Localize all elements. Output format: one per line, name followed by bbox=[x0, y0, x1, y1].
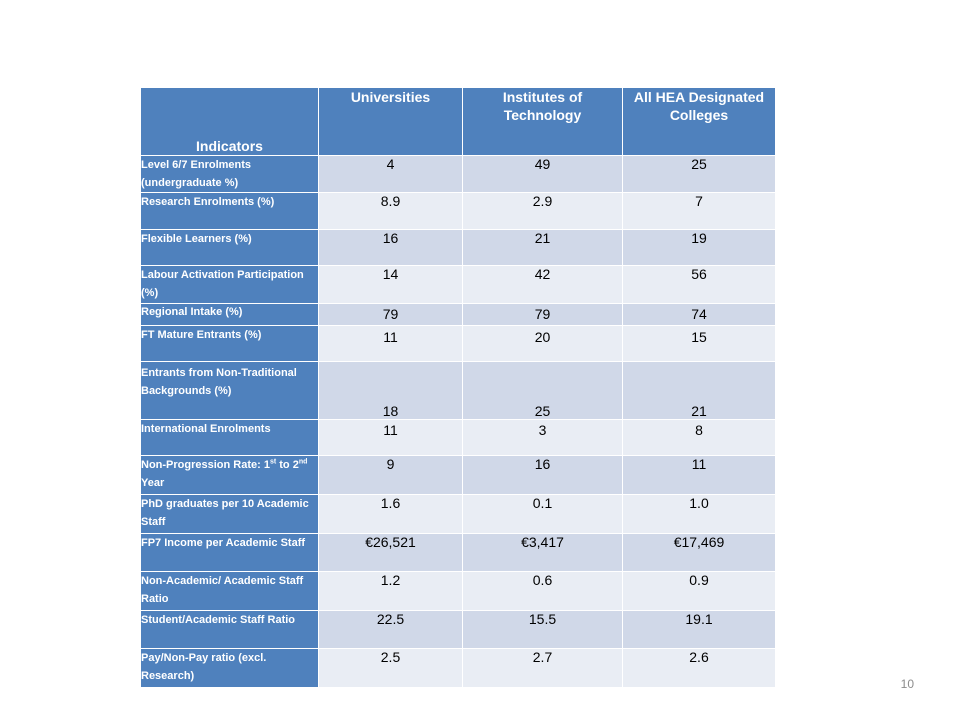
table-row bbox=[141, 456, 776, 495]
cell-institutes: 15.5 bbox=[463, 611, 623, 649]
header-institutes-of-technology: Institutes of Technology bbox=[463, 88, 623, 156]
cell-universities: 11 bbox=[319, 420, 463, 456]
cell-all-hea: 19 bbox=[623, 230, 776, 266]
cell-universities: 9 bbox=[319, 456, 463, 495]
cell-all-hea: 0.9 bbox=[623, 572, 776, 611]
cell-universities: 8.9 bbox=[319, 193, 463, 230]
table-row bbox=[141, 649, 776, 688]
cell-all-hea: 2.6 bbox=[623, 649, 776, 688]
cell-universities: 18 bbox=[319, 362, 463, 420]
cell-all-hea: 8 bbox=[623, 420, 776, 456]
table-row bbox=[141, 572, 776, 611]
cell-institutes: 16 bbox=[463, 456, 623, 495]
indicators-table bbox=[140, 87, 776, 688]
row-indicator: Labour Activation Participation (%) bbox=[141, 266, 319, 304]
row-indicator: Pay/Non-Pay ratio (excl. Research) bbox=[141, 649, 319, 688]
cell-institutes: 0.1 bbox=[463, 495, 623, 534]
table-row bbox=[141, 193, 776, 230]
table-row bbox=[141, 326, 776, 362]
table-header-row bbox=[141, 88, 776, 156]
cell-universities: 79 bbox=[319, 304, 463, 326]
cell-universities: 1.2 bbox=[319, 572, 463, 611]
cell-all-hea: €17,469 bbox=[623, 534, 776, 572]
cell-universities: 16 bbox=[319, 230, 463, 266]
row-indicator bbox=[141, 456, 319, 495]
cell-universities: 22.5 bbox=[319, 611, 463, 649]
cell-institutes: 21 bbox=[463, 230, 623, 266]
row-indicator: Student/Academic Staff Ratio bbox=[141, 611, 319, 649]
table-row bbox=[141, 362, 776, 420]
row-indicator-text-b: to 2 bbox=[276, 459, 299, 471]
cell-all-hea: 7 bbox=[623, 193, 776, 230]
page-number: 10 bbox=[900, 677, 914, 691]
row-indicator-text-a: Non-Progression Rate: 1 bbox=[141, 459, 270, 471]
cell-all-hea: 25 bbox=[623, 156, 776, 193]
row-indicator: Level 6/7 Enrolments (undergraduate %) bbox=[141, 156, 319, 193]
row-indicator: International Enrolments bbox=[141, 420, 319, 456]
cell-institutes: 25 bbox=[463, 362, 623, 420]
row-indicator: Entrants from Non-Traditional Backgrounds (%) bbox=[141, 362, 319, 420]
cell-all-hea: 56 bbox=[623, 266, 776, 304]
cell-universities: 1.6 bbox=[319, 495, 463, 534]
row-indicator: Research Enrolments (%) bbox=[141, 193, 319, 230]
header-indicators: Indicators bbox=[141, 88, 319, 156]
row-indicator-text-c: Year bbox=[141, 477, 165, 489]
row-indicator: Regional Intake (%) bbox=[141, 304, 319, 326]
row-indicator: FP7 Income per Academic Staff bbox=[141, 534, 319, 572]
cell-universities: 14 bbox=[319, 266, 463, 304]
table-row bbox=[141, 420, 776, 456]
table-row bbox=[141, 230, 776, 266]
cell-universities: 2.5 bbox=[319, 649, 463, 688]
cell-institutes: 49 bbox=[463, 156, 623, 193]
table-row bbox=[141, 266, 776, 304]
cell-institutes: 2.7 bbox=[463, 649, 623, 688]
row-indicator: Flexible Learners (%) bbox=[141, 230, 319, 266]
cell-institutes: 20 bbox=[463, 326, 623, 362]
ordinal-suffix-st: st bbox=[269, 458, 277, 466]
cell-all-hea: 11 bbox=[623, 456, 776, 495]
table-row bbox=[141, 495, 776, 534]
cell-universities: 11 bbox=[319, 326, 463, 362]
header-universities: Universities bbox=[319, 88, 463, 156]
row-indicator: Non-Academic/ Academic Staff Ratio bbox=[141, 572, 319, 611]
cell-all-hea: 19.1 bbox=[623, 611, 776, 649]
table-row bbox=[141, 156, 776, 193]
row-indicator: FT Mature Entrants (%) bbox=[141, 326, 319, 362]
table-row bbox=[141, 611, 776, 649]
cell-institutes: €3,417 bbox=[463, 534, 623, 572]
cell-institutes: 42 bbox=[463, 266, 623, 304]
table-row bbox=[141, 534, 776, 572]
header-all-hea-designated-colleges: All HEA Designated Colleges bbox=[623, 88, 776, 156]
row-indicator: PhD graduates per 10 Academic Staff bbox=[141, 495, 319, 534]
table-row bbox=[141, 304, 776, 326]
cell-institutes: 79 bbox=[463, 304, 623, 326]
cell-all-hea: 21 bbox=[623, 362, 776, 420]
cell-all-hea: 15 bbox=[623, 326, 776, 362]
cell-universities: €26,521 bbox=[319, 534, 463, 572]
cell-institutes: 0.6 bbox=[463, 572, 623, 611]
cell-all-hea: 74 bbox=[623, 304, 776, 326]
cell-all-hea: 1.0 bbox=[623, 495, 776, 534]
cell-institutes: 2.9 bbox=[463, 193, 623, 230]
cell-institutes: 3 bbox=[463, 420, 623, 456]
ordinal-suffix-nd: nd bbox=[298, 458, 308, 466]
cell-universities: 4 bbox=[319, 156, 463, 193]
